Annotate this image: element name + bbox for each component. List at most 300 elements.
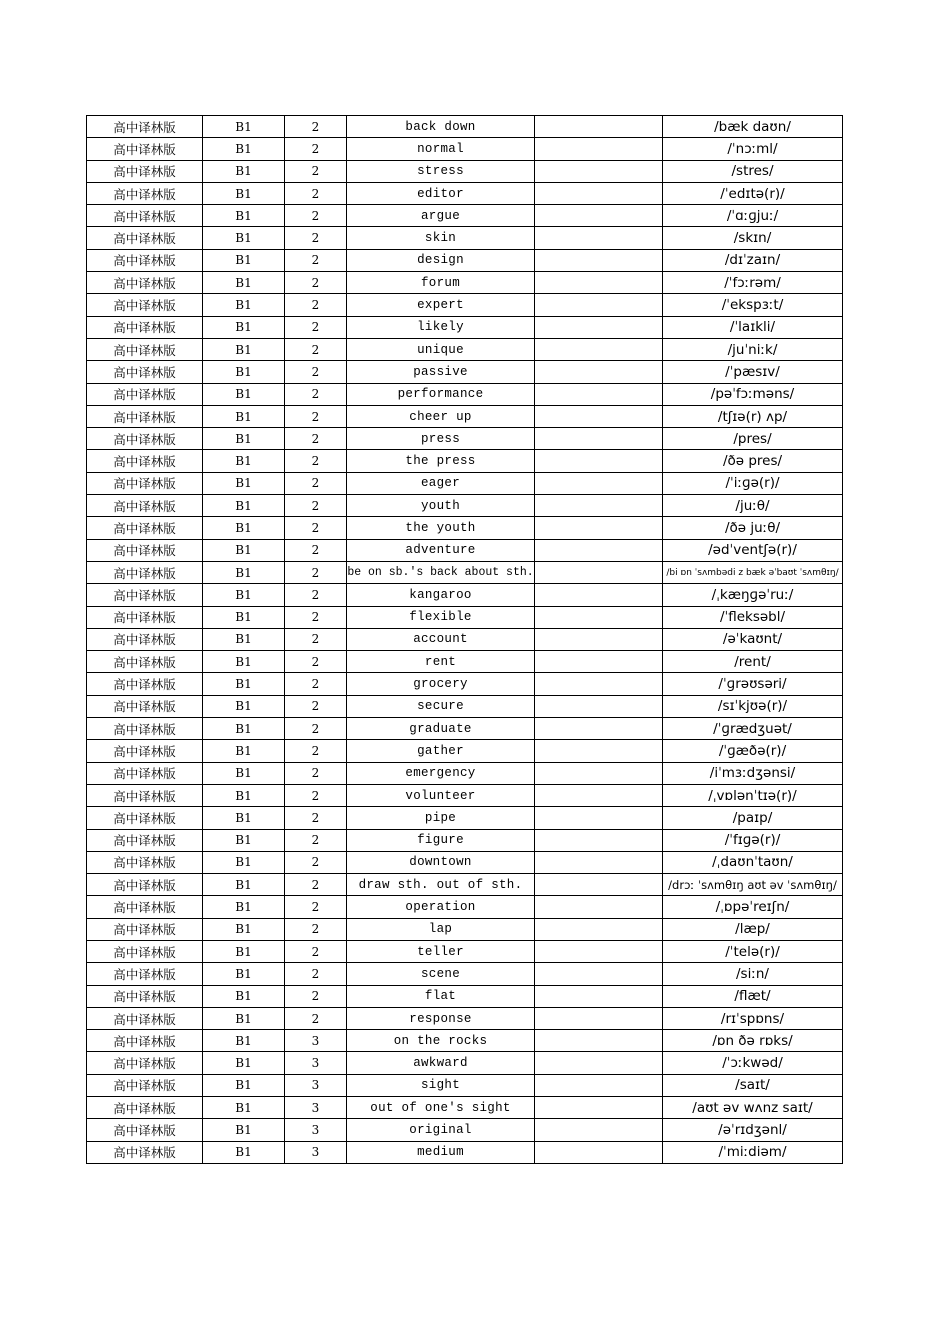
phonetic-cell: /ˈedɪtə(r)/	[663, 182, 843, 204]
meaning-cell	[535, 383, 663, 405]
meaning-cell	[535, 561, 663, 583]
table-row	[87, 584, 843, 606]
unit-cell: 2	[285, 116, 347, 138]
unit-cell: 2	[285, 517, 347, 539]
word-cell: kangaroo	[347, 584, 535, 606]
phonetic-cell: /dɪˈzaɪn/	[663, 249, 843, 271]
level-cell: B1	[203, 517, 285, 539]
phonetic-cell: /ˈfɪɡə(r)/	[663, 829, 843, 851]
table-row	[87, 472, 843, 494]
table-row	[87, 807, 843, 829]
phonetic-cell: /ədˈventʃə(r)/	[663, 539, 843, 561]
level-cell: B1	[203, 874, 285, 896]
unit-cell: 2	[285, 963, 347, 985]
unit-cell: 2	[285, 718, 347, 740]
table-row	[87, 428, 843, 450]
book-cell: 高中译林版	[87, 138, 203, 160]
meaning-cell	[535, 651, 663, 673]
unit-cell: 2	[285, 383, 347, 405]
table-row	[87, 405, 843, 427]
phonetic-cell: /ˈekspɜːt/	[663, 294, 843, 316]
meaning-cell	[535, 160, 663, 182]
unit-cell: 2	[285, 272, 347, 294]
unit-cell: 2	[285, 896, 347, 918]
phonetic-cell: /skɪn/	[663, 227, 843, 249]
word-cell: forum	[347, 272, 535, 294]
table-row	[87, 695, 843, 717]
meaning-cell	[535, 1119, 663, 1141]
table-row	[87, 205, 843, 227]
level-cell: B1	[203, 138, 285, 160]
meaning-cell	[535, 695, 663, 717]
book-cell: 高中译林版	[87, 495, 203, 517]
phonetic-cell: /əˈrɪdʒənl/	[663, 1119, 843, 1141]
meaning-cell	[535, 495, 663, 517]
phonetic-cell: /ˈmiːdiəm/	[663, 1141, 843, 1163]
book-cell: 高中译林版	[87, 673, 203, 695]
meaning-cell	[535, 963, 663, 985]
meaning-cell	[535, 740, 663, 762]
level-cell: B1	[203, 272, 285, 294]
meaning-cell	[535, 807, 663, 829]
word-cell: downtown	[347, 851, 535, 873]
level-cell: B1	[203, 1119, 285, 1141]
meaning-cell	[535, 1007, 663, 1029]
level-cell: B1	[203, 851, 285, 873]
table-row	[87, 985, 843, 1007]
unit-cell: 2	[285, 495, 347, 517]
book-cell: 高中译林版	[87, 940, 203, 962]
table-row	[87, 940, 843, 962]
level-cell: B1	[203, 294, 285, 316]
word-cell: figure	[347, 829, 535, 851]
word-cell: pipe	[347, 807, 535, 829]
book-cell: 高中译林版	[87, 316, 203, 338]
level-cell: B1	[203, 338, 285, 360]
table-row	[87, 1097, 843, 1119]
word-cell: eager	[347, 472, 535, 494]
meaning-cell	[535, 205, 663, 227]
unit-cell: 2	[285, 695, 347, 717]
phonetic-cell: /ˈfleksəbl/	[663, 606, 843, 628]
meaning-cell	[535, 338, 663, 360]
word-cell: account	[347, 628, 535, 650]
book-cell: 高中译林版	[87, 383, 203, 405]
table-row	[87, 1074, 843, 1096]
table-row	[87, 1141, 843, 1163]
unit-cell: 2	[285, 784, 347, 806]
level-cell: B1	[203, 1052, 285, 1074]
meaning-cell	[535, 1030, 663, 1052]
phonetic-cell: /bi ɒn ˈsʌmbədi z bæk əˈbaʊt ˈsʌmθɪŋ/	[663, 561, 843, 583]
table-row	[87, 606, 843, 628]
meaning-cell	[535, 1141, 663, 1163]
unit-cell: 2	[285, 338, 347, 360]
phonetic-cell: /ˈɡrædʒuət/	[663, 718, 843, 740]
word-cell: response	[347, 1007, 535, 1029]
meaning-cell	[535, 584, 663, 606]
level-cell: B1	[203, 896, 285, 918]
book-cell: 高中译林版	[87, 784, 203, 806]
unit-cell: 2	[285, 740, 347, 762]
table-row	[87, 294, 843, 316]
table-row	[87, 1007, 843, 1029]
word-cell: sight	[347, 1074, 535, 1096]
phonetic-cell: /ˈiːɡə(r)/	[663, 472, 843, 494]
table-row	[87, 316, 843, 338]
book-cell: 高中译林版	[87, 1030, 203, 1052]
word-cell: normal	[347, 138, 535, 160]
unit-cell: 2	[285, 918, 347, 940]
book-cell: 高中译林版	[87, 294, 203, 316]
word-cell: skin	[347, 227, 535, 249]
table-row	[87, 249, 843, 271]
word-cell: flexible	[347, 606, 535, 628]
book-cell: 高中译林版	[87, 606, 203, 628]
meaning-cell	[535, 450, 663, 472]
level-cell: B1	[203, 405, 285, 427]
level-cell: B1	[203, 116, 285, 138]
meaning-cell	[535, 1052, 663, 1074]
level-cell: B1	[203, 495, 285, 517]
book-cell: 高中译林版	[87, 874, 203, 896]
meaning-cell	[535, 762, 663, 784]
phonetic-cell: /saɪt/	[663, 1074, 843, 1096]
phonetic-cell: /ˈtelə(r)/	[663, 940, 843, 962]
book-cell: 高中译林版	[87, 182, 203, 204]
phonetic-cell: /ˈɑːɡjuː/	[663, 205, 843, 227]
level-cell: B1	[203, 249, 285, 271]
table-row	[87, 829, 843, 851]
word-cell: medium	[347, 1141, 535, 1163]
unit-cell: 3	[285, 1030, 347, 1052]
unit-cell: 2	[285, 940, 347, 962]
meaning-cell	[535, 918, 663, 940]
table-row	[87, 762, 843, 784]
level-cell: B1	[203, 695, 285, 717]
table-row	[87, 718, 843, 740]
phonetic-cell: /əˈkaʊnt/	[663, 628, 843, 650]
unit-cell: 2	[285, 1007, 347, 1029]
unit-cell: 2	[285, 294, 347, 316]
vocabulary-table	[86, 115, 843, 1164]
word-cell: on the rocks	[347, 1030, 535, 1052]
level-cell: B1	[203, 160, 285, 182]
phonetic-cell: /ˌdaʊnˈtaʊn/	[663, 851, 843, 873]
phonetic-cell: /ˈnɔːml/	[663, 138, 843, 160]
unit-cell: 3	[285, 1074, 347, 1096]
word-cell: flat	[347, 985, 535, 1007]
phonetic-cell: /ˈɡæðə(r)/	[663, 740, 843, 762]
level-cell: B1	[203, 829, 285, 851]
word-cell: scene	[347, 963, 535, 985]
word-cell: argue	[347, 205, 535, 227]
unit-cell: 2	[285, 227, 347, 249]
phonetic-cell: /ˌɒpəˈreɪʃn/	[663, 896, 843, 918]
level-cell: B1	[203, 963, 285, 985]
phonetic-cell: /tʃɪə(r) ʌp/	[663, 405, 843, 427]
table-row	[87, 116, 843, 138]
meaning-cell	[535, 829, 663, 851]
phonetic-cell: /drɔː ˈsʌmθɪŋ aʊt əv ˈsʌmθɪŋ/	[663, 874, 843, 896]
book-cell: 高中译林版	[87, 985, 203, 1007]
word-cell: draw sth. out of sth.	[347, 874, 535, 896]
book-cell: 高中译林版	[87, 116, 203, 138]
table-row	[87, 561, 843, 583]
book-cell: 高中译林版	[87, 718, 203, 740]
level-cell: B1	[203, 561, 285, 583]
table-row	[87, 918, 843, 940]
meaning-cell	[535, 272, 663, 294]
meaning-cell	[535, 316, 663, 338]
table-row	[87, 874, 843, 896]
book-cell: 高中译林版	[87, 1097, 203, 1119]
meaning-cell	[535, 116, 663, 138]
level-cell: B1	[203, 606, 285, 628]
book-cell: 高中译林版	[87, 829, 203, 851]
level-cell: B1	[203, 918, 285, 940]
word-cell: rent	[347, 651, 535, 673]
unit-cell: 2	[285, 606, 347, 628]
level-cell: B1	[203, 940, 285, 962]
book-cell: 高中译林版	[87, 1074, 203, 1096]
table-row	[87, 673, 843, 695]
book-cell: 高中译林版	[87, 651, 203, 673]
book-cell: 高中译林版	[87, 249, 203, 271]
book-cell: 高中译林版	[87, 205, 203, 227]
phonetic-cell: /læp/	[663, 918, 843, 940]
table-row	[87, 383, 843, 405]
word-cell: performance	[347, 383, 535, 405]
word-cell: emergency	[347, 762, 535, 784]
word-cell: grocery	[347, 673, 535, 695]
phonetic-cell: /ˌvɒlənˈtɪə(r)/	[663, 784, 843, 806]
table-row	[87, 851, 843, 873]
meaning-cell	[535, 294, 663, 316]
meaning-cell	[535, 784, 663, 806]
meaning-cell	[535, 361, 663, 383]
table-row	[87, 651, 843, 673]
unit-cell: 3	[285, 1141, 347, 1163]
table-row	[87, 628, 843, 650]
meaning-cell	[535, 227, 663, 249]
word-cell: volunteer	[347, 784, 535, 806]
word-cell: operation	[347, 896, 535, 918]
level-cell: B1	[203, 807, 285, 829]
unit-cell: 3	[285, 1052, 347, 1074]
unit-cell: 2	[285, 428, 347, 450]
meaning-cell	[535, 405, 663, 427]
book-cell: 高中译林版	[87, 472, 203, 494]
word-cell: expert	[347, 294, 535, 316]
book-cell: 高中译林版	[87, 740, 203, 762]
word-cell: original	[347, 1119, 535, 1141]
word-cell: adventure	[347, 539, 535, 561]
unit-cell: 2	[285, 405, 347, 427]
word-cell: lap	[347, 918, 535, 940]
book-cell: 高中译林版	[87, 428, 203, 450]
book-cell: 高中译林版	[87, 361, 203, 383]
word-cell: back down	[347, 116, 535, 138]
word-cell: be on sb.'s back about sth.	[347, 561, 535, 583]
unit-cell: 2	[285, 628, 347, 650]
word-cell: the press	[347, 450, 535, 472]
table-row	[87, 539, 843, 561]
unit-cell: 2	[285, 182, 347, 204]
book-cell: 高中译林版	[87, 561, 203, 583]
meaning-cell	[535, 1074, 663, 1096]
book-cell: 高中译林版	[87, 1052, 203, 1074]
book-cell: 高中译林版	[87, 1119, 203, 1141]
word-cell: secure	[347, 695, 535, 717]
level-cell: B1	[203, 316, 285, 338]
level-cell: B1	[203, 182, 285, 204]
book-cell: 高中译林版	[87, 963, 203, 985]
level-cell: B1	[203, 740, 285, 762]
phonetic-cell: /aʊt əv wʌnz saɪt/	[663, 1097, 843, 1119]
level-cell: B1	[203, 205, 285, 227]
book-cell: 高中译林版	[87, 517, 203, 539]
phonetic-cell: /ˌkæŋɡəˈruː/	[663, 584, 843, 606]
phonetic-cell: /ðə pres/	[663, 450, 843, 472]
phonetic-cell: /stres/	[663, 160, 843, 182]
phonetic-cell: /ˈɔːkwəd/	[663, 1052, 843, 1074]
level-cell: B1	[203, 227, 285, 249]
unit-cell: 2	[285, 985, 347, 1007]
word-cell: press	[347, 428, 535, 450]
phonetic-cell: /iˈmɜːdʒənsi/	[663, 762, 843, 784]
table-row	[87, 517, 843, 539]
word-cell: out of one's sight	[347, 1097, 535, 1119]
book-cell: 高中译林版	[87, 227, 203, 249]
unit-cell: 2	[285, 829, 347, 851]
word-cell: editor	[347, 182, 535, 204]
unit-cell: 2	[285, 673, 347, 695]
level-cell: B1	[203, 718, 285, 740]
phonetic-cell: /ðə juːθ/	[663, 517, 843, 539]
level-cell: B1	[203, 673, 285, 695]
book-cell: 高中译林版	[87, 160, 203, 182]
unit-cell: 2	[285, 472, 347, 494]
meaning-cell	[535, 940, 663, 962]
level-cell: B1	[203, 762, 285, 784]
unit-cell: 2	[285, 160, 347, 182]
table-row	[87, 227, 843, 249]
phonetic-cell: /ˈɡrəʊsəri/	[663, 673, 843, 695]
table-row	[87, 1119, 843, 1141]
book-cell: 高中译林版	[87, 338, 203, 360]
word-cell: likely	[347, 316, 535, 338]
word-cell: design	[347, 249, 535, 271]
level-cell: B1	[203, 361, 285, 383]
meaning-cell	[535, 428, 663, 450]
unit-cell: 2	[285, 138, 347, 160]
meaning-cell	[535, 517, 663, 539]
table-row	[87, 338, 843, 360]
table-row	[87, 361, 843, 383]
word-cell: unique	[347, 338, 535, 360]
unit-cell: 2	[285, 316, 347, 338]
level-cell: B1	[203, 651, 285, 673]
level-cell: B1	[203, 628, 285, 650]
word-cell: stress	[347, 160, 535, 182]
phonetic-cell: /bæk daʊn/	[663, 116, 843, 138]
meaning-cell	[535, 249, 663, 271]
table-row	[87, 160, 843, 182]
level-cell: B1	[203, 472, 285, 494]
meaning-cell	[535, 138, 663, 160]
phonetic-cell: /rɪˈspɒns/	[663, 1007, 843, 1029]
unit-cell: 2	[285, 450, 347, 472]
book-cell: 高中译林版	[87, 762, 203, 784]
level-cell: B1	[203, 428, 285, 450]
unit-cell: 2	[285, 762, 347, 784]
table-row	[87, 1052, 843, 1074]
level-cell: B1	[203, 450, 285, 472]
book-cell: 高中译林版	[87, 405, 203, 427]
phonetic-cell: /siːn/	[663, 963, 843, 985]
table-row	[87, 896, 843, 918]
table-row	[87, 138, 843, 160]
book-cell: 高中译林版	[87, 918, 203, 940]
phonetic-cell: /juˈniːk/	[663, 338, 843, 360]
word-cell: youth	[347, 495, 535, 517]
book-cell: 高中译林版	[87, 628, 203, 650]
level-cell: B1	[203, 1030, 285, 1052]
table-row	[87, 1030, 843, 1052]
table-row	[87, 272, 843, 294]
unit-cell: 3	[285, 1097, 347, 1119]
phonetic-cell: /pres/	[663, 428, 843, 450]
word-cell: gather	[347, 740, 535, 762]
word-cell: cheer up	[347, 405, 535, 427]
phonetic-cell: /rent/	[663, 651, 843, 673]
level-cell: B1	[203, 584, 285, 606]
meaning-cell	[535, 606, 663, 628]
table-row	[87, 963, 843, 985]
unit-cell: 3	[285, 1119, 347, 1141]
book-cell: 高中译林版	[87, 807, 203, 829]
book-cell: 高中译林版	[87, 539, 203, 561]
book-cell: 高中译林版	[87, 272, 203, 294]
level-cell: B1	[203, 985, 285, 1007]
table-row	[87, 450, 843, 472]
book-cell: 高中译林版	[87, 584, 203, 606]
unit-cell: 2	[285, 851, 347, 873]
meaning-cell	[535, 718, 663, 740]
unit-cell: 2	[285, 561, 347, 583]
unit-cell: 2	[285, 584, 347, 606]
phonetic-cell: /ˈlaɪkli/	[663, 316, 843, 338]
meaning-cell	[535, 874, 663, 896]
phonetic-cell: /flæt/	[663, 985, 843, 1007]
level-cell: B1	[203, 1074, 285, 1096]
unit-cell: 2	[285, 651, 347, 673]
table-row	[87, 182, 843, 204]
meaning-cell	[535, 628, 663, 650]
table-row	[87, 740, 843, 762]
book-cell: 高中译林版	[87, 896, 203, 918]
book-cell: 高中译林版	[87, 695, 203, 717]
word-cell: passive	[347, 361, 535, 383]
meaning-cell	[535, 985, 663, 1007]
meaning-cell	[535, 851, 663, 873]
level-cell: B1	[203, 539, 285, 561]
unit-cell: 2	[285, 249, 347, 271]
unit-cell: 2	[285, 807, 347, 829]
meaning-cell	[535, 182, 663, 204]
phonetic-cell: /paɪp/	[663, 807, 843, 829]
